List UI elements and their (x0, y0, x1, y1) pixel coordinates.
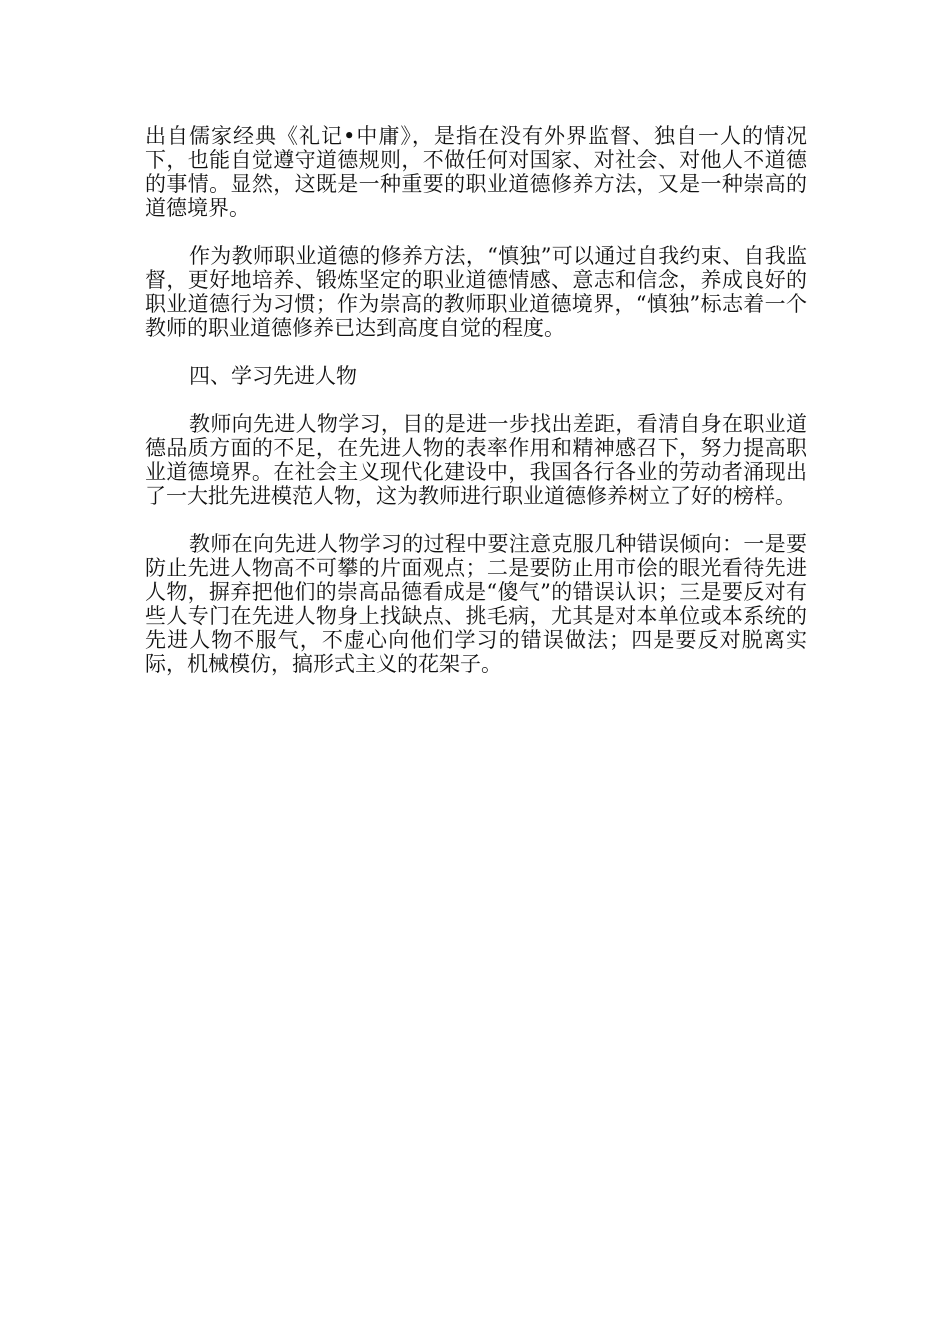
paragraph-learn-models: 教师向先进人物学习，目的是进一步找出差距，看清自身在职业道德品质方面的不足，在先进人物的表率作用和精神感召下，努力提高职业道德境界。在社会主义现代化建设中，我国各行各业的劳动者涌现出了一大批先进模范人物，这为教师进行职业道德修养树立了好的榜样。 (145, 412, 807, 508)
paragraph-avoid-errors: 教师在向先进人物学习的过程中要注意克服几种错误倾向：一是要防止先进人物高不可攀的片面观点；二是要防止用市侩的眼光看待先进人物，摒弃把他们的崇高品德看成是“傻气”的错误认识；三是要反对有些人专门在先进人物身上找缺点、挑毛病，尤其是对本单位或本系统的先进人物不服气，不虚心向他们学习的错误做法；四是要反对脱离实际，机械模仿，搞形式主义的花架子。 (145, 532, 807, 676)
document-body (145, 124, 807, 700)
paragraph-shendu-method: 作为教师职业道德的修养方法，“慎独”可以通过自我约束、自我监督，更好地培养、锻炼坚定的职业道德情感、意志和信念，养成良好的职业道德行为习惯；作为崇高的教师职业道德境界，“慎独”标志着一个教师的职业道德修养已达到高度自觉的程度。 (145, 244, 807, 340)
section-heading: 四、学习先进人物 (189, 364, 357, 388)
paragraph-shendu-definition: 出自儒家经典《礼记•中庸》，是指在没有外界监督、独自一人的情况下，也能自觉遵守道德规则，不做任何对国家、对社会、对他人不道德的事情。显然，这既是一种重要的职业道德修养方法，又是一种崇高的道德境界。 (145, 124, 807, 220)
